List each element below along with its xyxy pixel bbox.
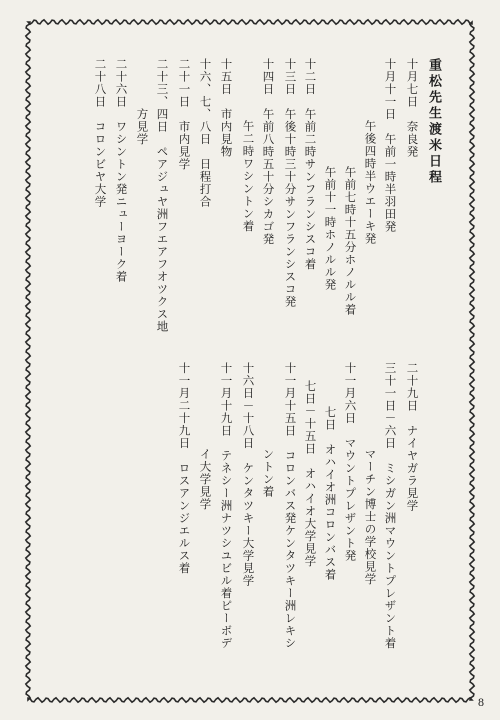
schedule-entry: 方見学 [135, 108, 150, 146]
schedule-entry: イ大学見学 [198, 448, 213, 511]
page-number: 8 [478, 695, 484, 709]
schedule-entry: 三十一日－六日 ミシガン洲マウントプレザント着 [383, 362, 398, 650]
schedule-entry: 十一月六日 マウントプレザント発 [343, 362, 358, 562]
schedule-entry: 午前十一時ホノルル発 [323, 166, 338, 291]
schedule-entry: 十二日 午前二時サンフランシスコ着 [303, 58, 318, 271]
schedule-entry: ントン着 [261, 448, 276, 498]
schedule-entry: 十一月十五日 コロンバス発ケンタツキー洲レキシ [283, 362, 298, 650]
schedule-title: 重松先生渡米日程 [426, 58, 441, 186]
schedule-entry: 二十九日 ナイヤガラ見学 [405, 362, 420, 512]
schedule-entry: 二十八日 コロンビヤ大学 [93, 58, 108, 208]
schedule-entry: 二十一日 市内見学 [177, 58, 192, 171]
schedule-entry: 二十六日 ワシントン発ニューヨーク着 [114, 58, 129, 283]
schedule-entry: 十三日 午後十時三十分サンフランシスコ発 [283, 58, 298, 308]
schedule-entry: 十月十一日 午前一時半羽田発 [383, 58, 398, 233]
schedule-entry: 七日－十五日 オハイオ大学見学 [303, 380, 318, 568]
schedule-entry: 二十三、四日 ペアジュヤ洲フエアフオツクス地 [155, 58, 170, 333]
schedule-entry: 十月七日 奈良発 [405, 58, 420, 158]
schedule-entry: 十五日 市内見物 [219, 58, 234, 158]
schedule-entry: 十一月二十九日 ロスアンジエルス着 [177, 362, 192, 575]
schedule-entry: 十六、七、八日 日程打合 [198, 58, 213, 208]
schedule-entry: 十四日 午前八時五十分シカゴ発 [261, 58, 276, 246]
schedule-entry: 午二時ワシントン着 [241, 120, 256, 233]
schedule-entry: 十六日－十八日 ケンタツキー大学見学 [241, 362, 256, 587]
schedule-entry: 午後四時半ウエーキ発 [363, 120, 378, 245]
schedule-entry: 七日 オハイオ洲コロンバス着 [323, 406, 338, 581]
schedule-entry: 十一月十九日 テネシー洲ナツシユビル着ピーボデ [219, 362, 234, 650]
schedule-entry: 午前七時十五分ホノルル着 [343, 166, 358, 316]
schedule-entry: マーチン博士の学校見学 [363, 448, 378, 586]
